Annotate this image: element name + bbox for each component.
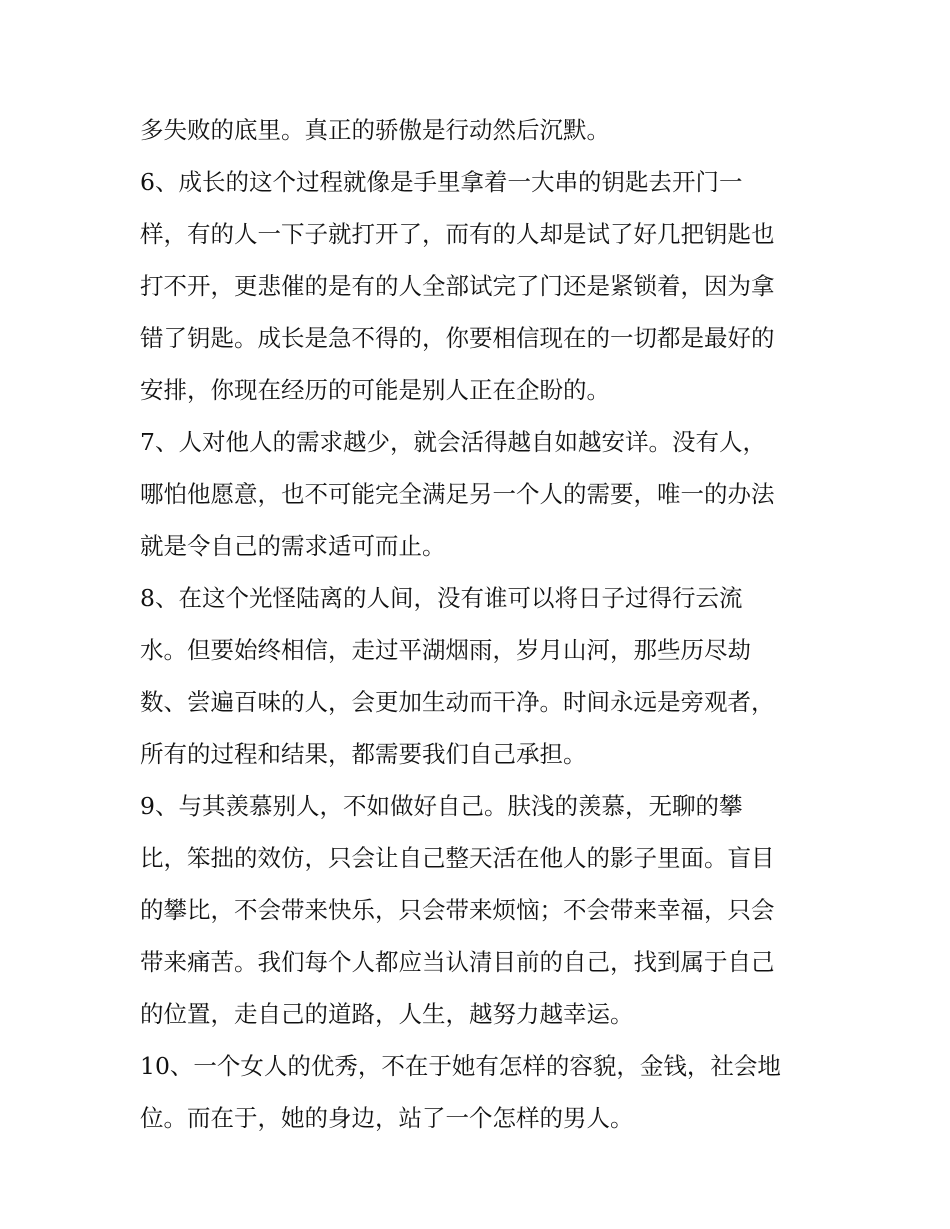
text-line: 的攀比，不会带来快乐，只会带来烦恼；不会带来幸福，只会 bbox=[140, 896, 775, 924]
text-line: 的位置，走自己的道路，人生，越努力越幸运。 bbox=[140, 1000, 634, 1028]
text-line: 6、成长的这个过程就像是手里拿着一大串的钥匙去开门一 bbox=[140, 168, 743, 196]
text-line: 打不开，更悲催的是有的人全部试完了门还是紧锁着，因为拿 bbox=[140, 272, 775, 300]
text-line: 9、与其羡慕别人，不如做好自己。肤浅的羡慕，无聊的攀 bbox=[140, 792, 743, 820]
text-line: 多失败的底里。真正的骄傲是行动然后沉默。 bbox=[140, 116, 610, 144]
text-line: 错了钥匙。成长是急不得的，你要相信现在的一切都是最好的 bbox=[140, 324, 775, 352]
document-body bbox=[140, 104, 820, 1144]
text-line: 8、在这个光怪陆离的人间，没有谁可以将日子过得行云流 bbox=[140, 584, 743, 612]
text-line: 样，有的人一下子就打开了，而有的人却是试了好几把钥匙也 bbox=[140, 220, 775, 248]
text-line: 7、人对他人的需求越少，就会活得越自如越安详。没有人， bbox=[140, 428, 766, 456]
text-line: 安排，你现在经历的可能是别人正在企盼的。 bbox=[140, 376, 610, 404]
text-line: 带来痛苦。我们每个人都应当认清目前的自己，找到属于自己 bbox=[140, 948, 775, 976]
text-line: 10、一个女人的优秀，不在于她有怎样的容貌，金钱，社会地 bbox=[140, 1052, 781, 1080]
text-line: 位。而在于，她的身边，站了一个怎样的男人。 bbox=[140, 1104, 634, 1132]
text-line: 数、尝遍百味的人，会更加生动而干净。时间永远是旁观者， bbox=[140, 688, 775, 716]
text-line: 水。但要始终相信，走过平湖烟雨，岁月山河，那些历尽劫 bbox=[140, 636, 751, 664]
text-line: 哪怕他愿意，也不可能完全满足另一个人的需要，唯一的办法 bbox=[140, 480, 775, 508]
text-line: 所有的过程和结果，都需要我们自己承担。 bbox=[140, 740, 587, 768]
text-line: 就是令自己的需求适可而止。 bbox=[140, 532, 446, 560]
text-line: 比，笨拙的效仿，只会让自己整天活在他人的影子里面。盲目 bbox=[140, 844, 775, 872]
